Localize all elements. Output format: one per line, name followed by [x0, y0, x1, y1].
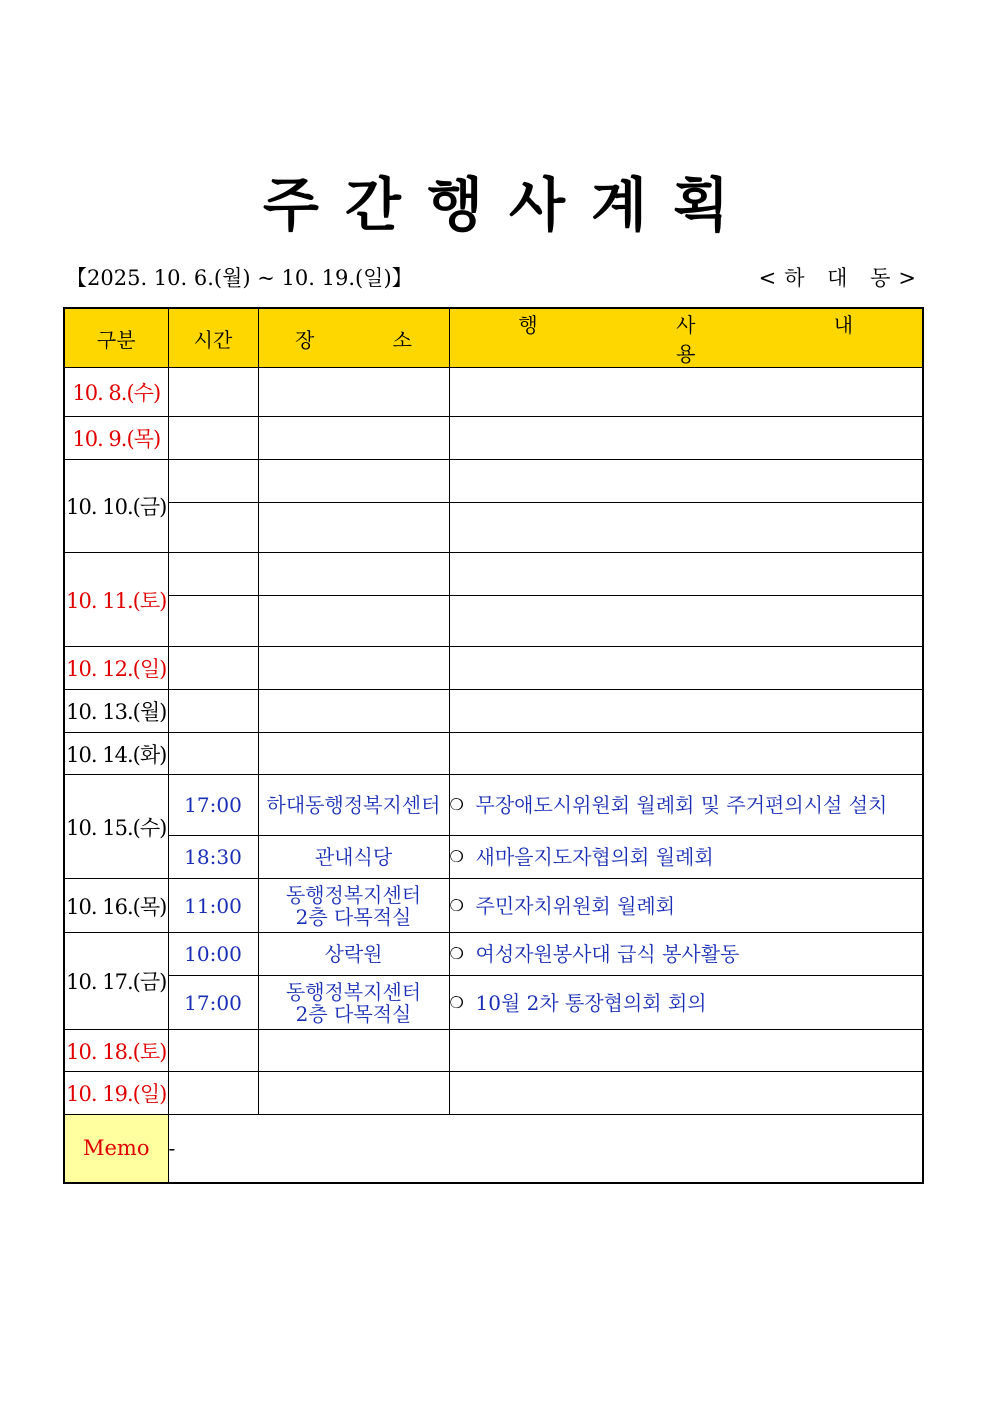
time-cell — [168, 1030, 258, 1072]
table-row — [64, 503, 923, 553]
time-cell: 17:00 — [168, 775, 258, 836]
memo-row — [64, 1115, 923, 1183]
time-cell — [168, 690, 258, 733]
time-cell — [168, 460, 258, 503]
date-cell: 10. 12.(일) — [64, 647, 168, 690]
place-line: 2층 다목적실 — [295, 1001, 412, 1026]
table-row — [64, 460, 923, 503]
memo-label: Memo — [64, 1115, 168, 1183]
schedule-table — [63, 307, 924, 1184]
date-cell: 10. 13.(월) — [64, 690, 168, 733]
bullet-icon: ❍ — [449, 992, 464, 1012]
table-row — [64, 1072, 923, 1115]
place-line: 2층 다목적실 — [295, 904, 412, 929]
date-cell: 10. 10.(금) — [64, 460, 168, 553]
time-cell — [168, 596, 258, 647]
time-cell — [168, 503, 258, 553]
event-text: 새마을지도자협의회 월례회 — [475, 845, 714, 869]
date-cell: 10. 17.(금) — [64, 933, 168, 1030]
bullet-icon: ❍ — [449, 795, 464, 814]
time-cell: 18:30 — [168, 836, 258, 879]
place-cell: 상락원 — [258, 933, 449, 976]
place-cell — [258, 503, 449, 553]
place-cell — [258, 690, 449, 733]
content-cell — [449, 647, 923, 690]
memo-value: - — [168, 1115, 923, 1183]
table-row — [64, 933, 923, 976]
header-time: 시간 — [168, 308, 258, 368]
content-cell — [449, 596, 923, 647]
table-row — [64, 775, 923, 836]
place-line: 동행정복지센터 — [285, 979, 422, 1004]
time-cell: 10:00 — [168, 933, 258, 976]
place-cell — [258, 553, 449, 596]
content-cell — [449, 553, 923, 596]
event-text: 여성자원봉사대 급식 봉사활동 — [475, 942, 740, 966]
content-cell — [449, 1030, 923, 1072]
date-cell: 10. 16.(목) — [64, 879, 168, 933]
place-cell: 관내식당 — [258, 836, 449, 879]
place-cell — [258, 460, 449, 503]
dong-name: <하 대 동> — [758, 266, 924, 290]
place-line: 동행정복지센터 — [285, 882, 422, 907]
bullet-icon: ❍ — [449, 895, 464, 915]
table-row — [64, 417, 923, 460]
place-cell — [258, 1030, 449, 1072]
bullet-icon: ❍ — [449, 847, 464, 866]
time-cell — [168, 553, 258, 596]
content-cell — [449, 690, 923, 733]
time-cell — [168, 1072, 258, 1115]
date-cell: 10. 14.(화) — [64, 733, 168, 775]
place-cell — [258, 417, 449, 460]
place-cell — [258, 596, 449, 647]
table-row — [64, 647, 923, 690]
date-cell: 10. 19.(일) — [64, 1072, 168, 1115]
header-row — [64, 308, 923, 368]
header-content: 행 사 내 용 — [449, 308, 923, 368]
time-cell — [168, 733, 258, 775]
table-row — [64, 368, 923, 417]
page-title: 주간행사계획 — [262, 171, 756, 239]
time-cell: 11:00 — [168, 879, 258, 933]
content-cell — [449, 1072, 923, 1115]
date-cell: 10. 15.(수) — [64, 775, 168, 879]
place-cell: 하대동행정복지센터 — [258, 775, 449, 836]
content-cell — [449, 460, 923, 503]
content-cell — [449, 879, 923, 933]
time-cell — [168, 647, 258, 690]
bullet-icon: ❍ — [449, 944, 464, 963]
table-row — [64, 1030, 923, 1072]
content-cell — [449, 775, 923, 836]
content-cell — [449, 503, 923, 553]
date-cell: 10. 8.(수) — [64, 368, 168, 417]
schedule-period: 【2025. 10. 6.(월) ~ 10. 19.(일)】 — [66, 266, 413, 290]
table-row — [64, 553, 923, 596]
place-cell — [258, 976, 449, 1030]
date-cell: 10. 11.(토) — [64, 553, 168, 647]
place-cell — [258, 733, 449, 775]
date-cell: 10. 18.(토) — [64, 1030, 168, 1072]
table-row — [64, 690, 923, 733]
event-text: 무장애도시위원회 월례회 및 주거편의시설 설치 — [475, 793, 888, 817]
place-cell — [258, 647, 449, 690]
date-cell: 10. 9.(목) — [64, 417, 168, 460]
place-cell — [258, 368, 449, 417]
table-row — [64, 976, 923, 1030]
content-cell — [449, 733, 923, 775]
place-cell — [258, 1072, 449, 1115]
table-row — [64, 596, 923, 647]
content-cell — [449, 976, 923, 1030]
header-place: 장 소 — [258, 308, 449, 368]
table-row — [64, 879, 923, 933]
table-row — [64, 733, 923, 775]
event-text: 주민자치위원회 월례회 — [475, 893, 676, 918]
time-cell — [168, 417, 258, 460]
event-text: 10월 2차 통장협의회 회의 — [475, 990, 707, 1015]
header-date: 구분 — [64, 308, 168, 368]
content-cell — [449, 368, 923, 417]
table-row — [64, 836, 923, 879]
time-cell — [168, 368, 258, 417]
content-cell — [449, 933, 923, 976]
time-cell: 17:00 — [168, 976, 258, 1030]
place-cell — [258, 879, 449, 933]
content-cell — [449, 417, 923, 460]
content-cell — [449, 836, 923, 879]
